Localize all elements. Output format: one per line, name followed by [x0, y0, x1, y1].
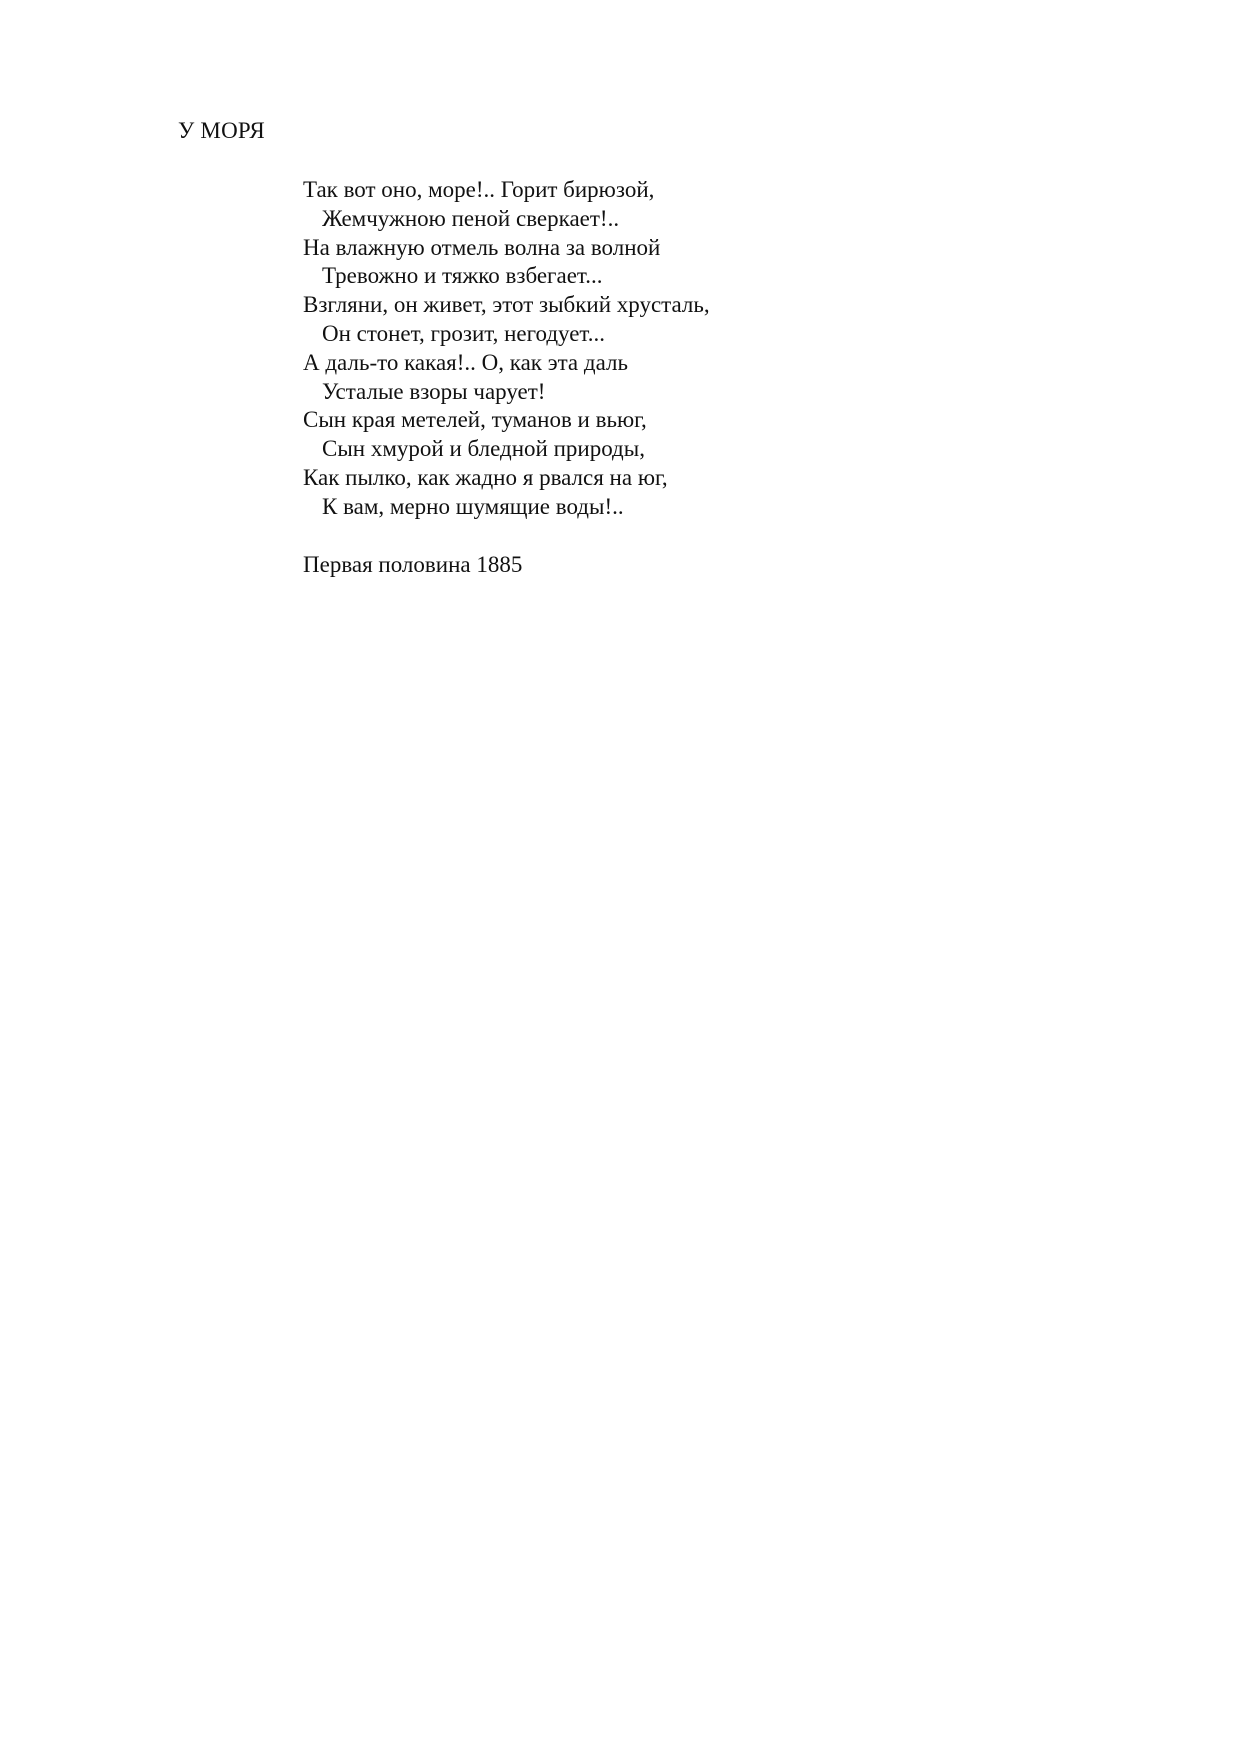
poem-line: На влажную отмель волна за волной [303, 234, 661, 260]
poem-body [303, 176, 710, 522]
poem-line: Сын хмурой и бледной природы, [322, 436, 645, 462]
poem-line: Он стонет, грозит, негодует... [322, 320, 606, 346]
poem-date: Первая половина 1885 [303, 552, 523, 577]
poem-line: Жемчужною пеной сверкает!.. [322, 205, 620, 231]
poem-line: Так вот оно, море!.. Горит бирюзой, [303, 177, 655, 202]
poem-line: Сын края метелей, туманов и вьюг, [303, 407, 647, 433]
poem-line: Как пылко, как жадно я рвался на юг, [303, 464, 668, 490]
poem-line: Тревожно и тяжко взбегает... [322, 263, 603, 289]
poem-line: Усталые взоры чарует! [322, 378, 546, 404]
poem-title: У МОРЯ [178, 118, 265, 143]
poem-line: А даль-то какая!.. О, как эта даль [303, 349, 628, 375]
poem-line: К вам, мерно шумящие воды!.. [322, 493, 624, 519]
poem-line: Взгляни, он живет, этот зыбкий хрусталь, [303, 292, 710, 318]
